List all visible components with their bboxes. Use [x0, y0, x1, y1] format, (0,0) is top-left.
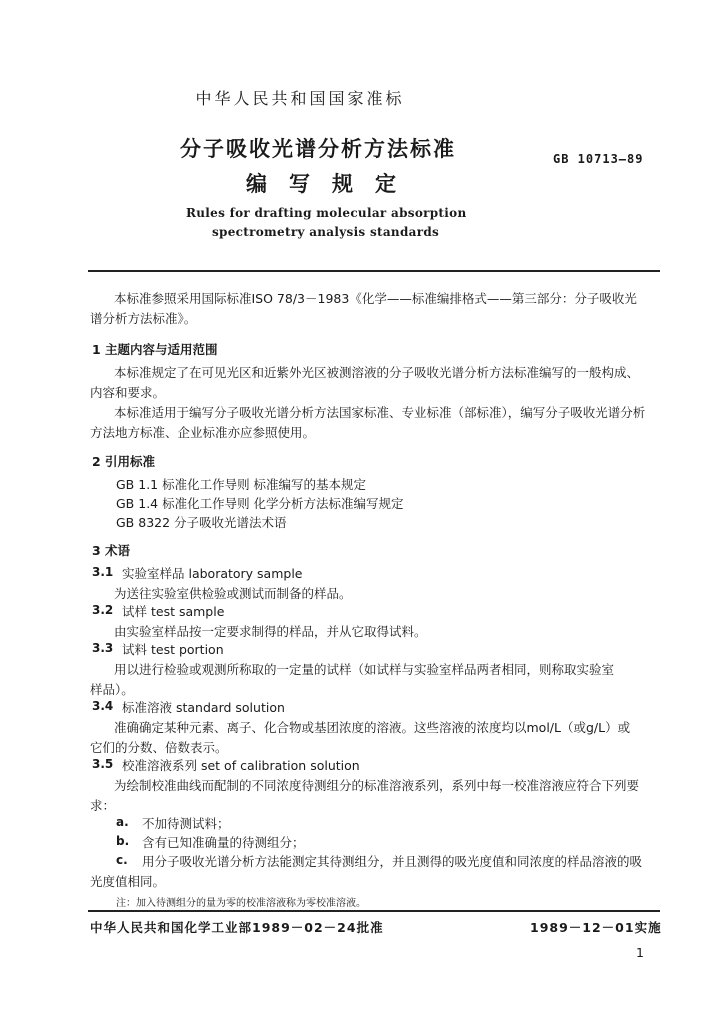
- term-3-3-heading: 试料 test portion: [122, 642, 224, 657]
- s1-p1-line1: 本标准规定了在可见光区和近紫外光区被测溶液的分子吸收光谱分析方法标准编写的一般构成、: [114, 365, 640, 380]
- term-3-5-heading: 校准溶液系列 set of calibration solution: [122, 758, 360, 773]
- term-3-5-number: 3.5: [92, 757, 114, 771]
- approval-date: 中华人民共和国化学工业部1989－02－24批准: [90, 920, 384, 935]
- term-3-4-heading: 标准溶液 standard solution: [122, 700, 285, 715]
- standard-title-line1: 分子吸收光谱分析方法标准: [180, 137, 456, 161]
- note: 注：加入待测组分的量为零的校准溶液称为零校准溶液。: [116, 898, 366, 909]
- s1-p2-line1: 本标准适用于编写分子吸收光谱分析方法国家标准、专业标准（部标准），编写分子吸收光谱分析: [114, 405, 646, 420]
- term-3-1-heading: 实验室样品 laboratory sample: [122, 566, 303, 581]
- term-3-3-definition-line1: 用以进行检验或观测所称取的一定量的试样（如试样与实验室样品两者相同，则称取实验室: [114, 662, 615, 677]
- section-3-heading: 3 术语: [92, 543, 131, 558]
- intro-line2: 谱分析方法标准》。: [90, 311, 197, 326]
- item-a-label: a.: [116, 815, 129, 829]
- term-3-4-number: 3.4: [92, 699, 114, 713]
- item-b-label: b.: [116, 834, 130, 848]
- issuing-country-title: 中华人民共和国国家准标: [195, 89, 405, 108]
- item-c-label: c.: [116, 853, 128, 867]
- reference-gb-1-4: GB 1.4 标准化工作导则 化学分析方法标准编写规定: [116, 496, 404, 511]
- reference-gb-8322: GB 8322 分子吸收光谱法术语: [116, 515, 287, 530]
- term-3-5-definition-line1: 为绘制校准曲线而配制的不同浓度待测组分的标准溶液系列，系列中每一校准溶液应符合下列要: [114, 778, 640, 793]
- s1-p1-line2: 内容和要求。: [90, 385, 166, 400]
- item-b-text: 含有已知准确量的待测组分；: [142, 835, 305, 850]
- header-divider: [88, 270, 660, 272]
- term-3-2-heading: 试样 test sample: [122, 604, 225, 619]
- item-a-text: 不加待测试料；: [142, 816, 230, 831]
- english-title-line2: spectrometry analysis standards: [212, 225, 440, 239]
- term-3-3-definition-line2: 样品）。: [90, 682, 134, 697]
- term-3-4-definition-line1: 准确确定某种元素、离子、化合物或基团浓度的溶液。这些溶液的浓度均以mol/L（或g/L）或: [114, 720, 631, 735]
- section-1-heading: 1 主题内容与适用范围: [92, 342, 218, 357]
- term-3-2-definition: 由实验室样品按一定要求制得的样品，并从它取得试料。: [114, 624, 427, 639]
- intro-line1: 本标准参照采用国际标准ISO 78/3－1983《化学——标准编排格式——第三部分：分子吸收光: [114, 291, 637, 306]
- term-3-5-definition-line2: 求：: [90, 798, 116, 813]
- standard-code: GB 10713—89: [553, 152, 644, 166]
- term-3-3-number: 3.3: [92, 641, 114, 655]
- section-2-heading: 2 引用标准: [92, 454, 156, 469]
- standard-title-line2: 编写规定: [246, 172, 418, 196]
- english-title-line1: Rules for drafting molecular absorption: [186, 206, 467, 220]
- item-c-text-line1: 用分子吸收光谱分析方法能测定其待测组分，并且测得的吸光度值和同浓度的样品溶液的吸: [142, 854, 643, 869]
- s1-p2-line2: 方法地方标准、企业标准亦应参照使用。: [90, 425, 316, 440]
- term-3-1-number: 3.1: [92, 565, 114, 579]
- effective-date: 1989－12－01实施: [530, 920, 662, 935]
- footer-divider: [88, 910, 660, 912]
- item-c-text-line2: 光度值相同。: [90, 874, 166, 889]
- term-3-2-number: 3.2: [92, 603, 114, 617]
- term-3-4-definition-line2: 它们的分数、倍数表示。: [90, 740, 228, 755]
- term-3-1-definition: 为送往实验室供检验或测试而制备的样品。: [114, 586, 352, 601]
- page-number: 1: [636, 945, 644, 960]
- reference-gb-1-1: GB 1.1 标准化工作导则 标准编写的基本规定: [116, 477, 367, 492]
